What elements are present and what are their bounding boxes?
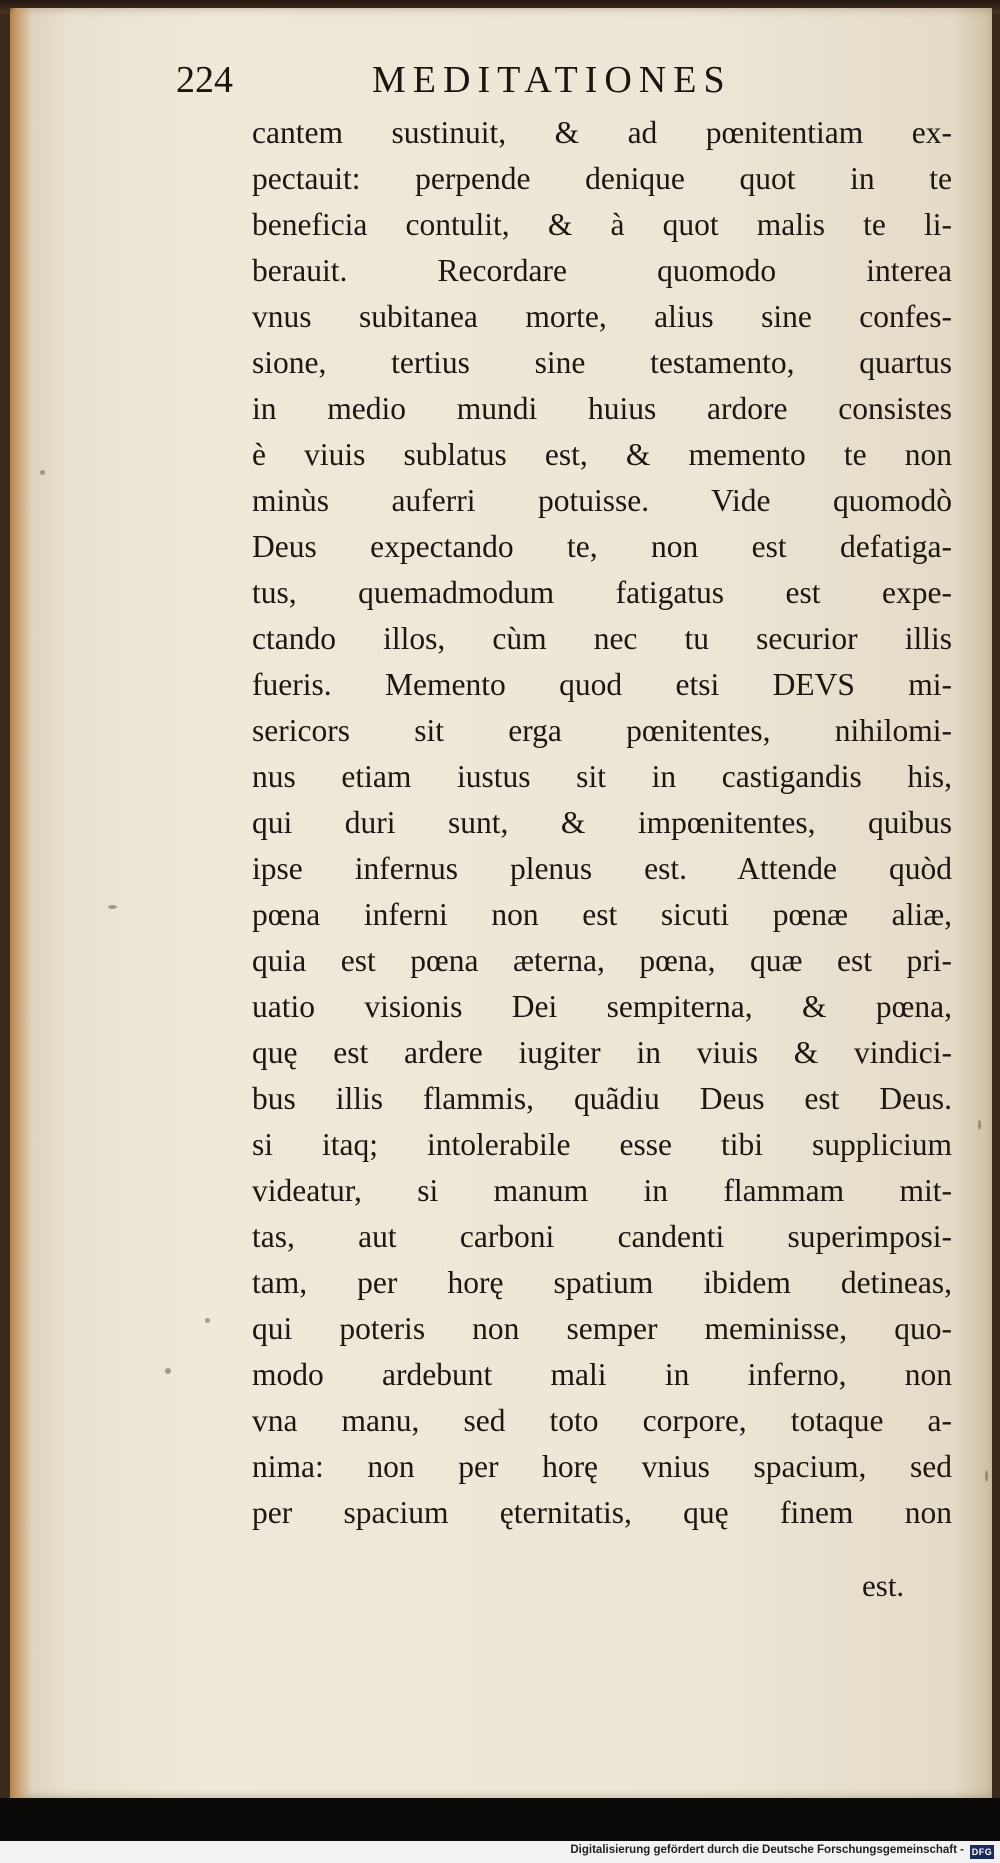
text-line: qui poteris non semper meminisse, quo- — [252, 1311, 952, 1346]
dfg-logo: DFG — [971, 1847, 993, 1857]
text-line: in medio mundi huius ardore consistes — [252, 391, 952, 426]
text-line: quę est ardere iugiter in viuis & vindici- — [252, 1035, 952, 1070]
text-line: videatur, si manum in flammam mit- — [252, 1173, 952, 1208]
text-line: pectauit: perpende denique quot in te — [252, 161, 952, 196]
text-line: ipse infernus plenus est. Attende quòd — [252, 851, 952, 886]
text-line: minùs auferri potuisse. Vide quomodò — [252, 483, 952, 518]
text-line: per spacium ęternitatis, quę finem non — [252, 1495, 952, 1530]
text-line: quia est pœna æterna, pœna, quæ est pri- — [252, 943, 952, 978]
text-line: qui duri sunt, & impœnitentes, quibus — [252, 805, 952, 840]
text-line: nus etiam iustus sit in castigandis his, — [252, 759, 952, 794]
text-line: vnus subitanea morte, alius sine confes- — [252, 299, 952, 334]
text-line: uatio visionis Dei sempiterna, & pœna, — [252, 989, 952, 1024]
body-text — [252, 110, 952, 1536]
text-line: sione, tertius sine testamento, quartus — [252, 345, 952, 380]
text-line: sericors sit erga pœnitentes, nihilomi- — [252, 713, 952, 748]
text-line: bus illis flammis, quãdiu Deus est Deus. — [252, 1081, 952, 1116]
scan-background — [0, 1798, 1000, 1841]
text-line: tus, quemadmodum fatigatus est expe- — [252, 575, 952, 610]
running-head: MEDITATIONES — [372, 59, 732, 101]
text-line: modo ardebunt mali in inferno, non — [252, 1357, 952, 1392]
text-line: è viuis sublatus est, & memento te non — [252, 437, 952, 472]
page-number: 224 — [176, 59, 233, 101]
text-line: ctando illos, cùm nec tu securior illis — [252, 621, 952, 656]
text-line: vna manu, sed toto corpore, totaque a- — [252, 1403, 952, 1438]
text-line: nima: non per horę vnius spacium, sed — [252, 1449, 952, 1484]
catchword: est. — [862, 1568, 905, 1603]
text-line: fueris. Memento quod etsi DEVS mi- — [252, 667, 952, 702]
text-line: si itaq; intolerabile esse tibi supplicium — [252, 1127, 952, 1162]
page-header — [0, 58, 1000, 114]
text-line: tam, per horę spatium ibidem detineas, — [252, 1265, 952, 1300]
text-line: berauit. Recordare quomodo interea — [252, 253, 952, 288]
text-line: beneficia contulit, & à quot malis te li- — [252, 207, 952, 242]
text-line: tas, aut carboni candenti superimposi- — [252, 1219, 952, 1254]
text-line: pœna inferni non est sicuti pœnæ aliæ, — [252, 897, 952, 932]
credit-bar — [0, 1841, 1000, 1863]
text-line: Deus expectando te, non est defatiga- — [252, 529, 952, 564]
text-line: cantem sustinuit, & ad pœnitentiam ex- — [252, 115, 952, 150]
binding-edge — [10, 8, 32, 1798]
credit-text: Digitalisierung gefördert durch die Deutsche Forschungsgemeinschaft - — [570, 1844, 964, 1856]
